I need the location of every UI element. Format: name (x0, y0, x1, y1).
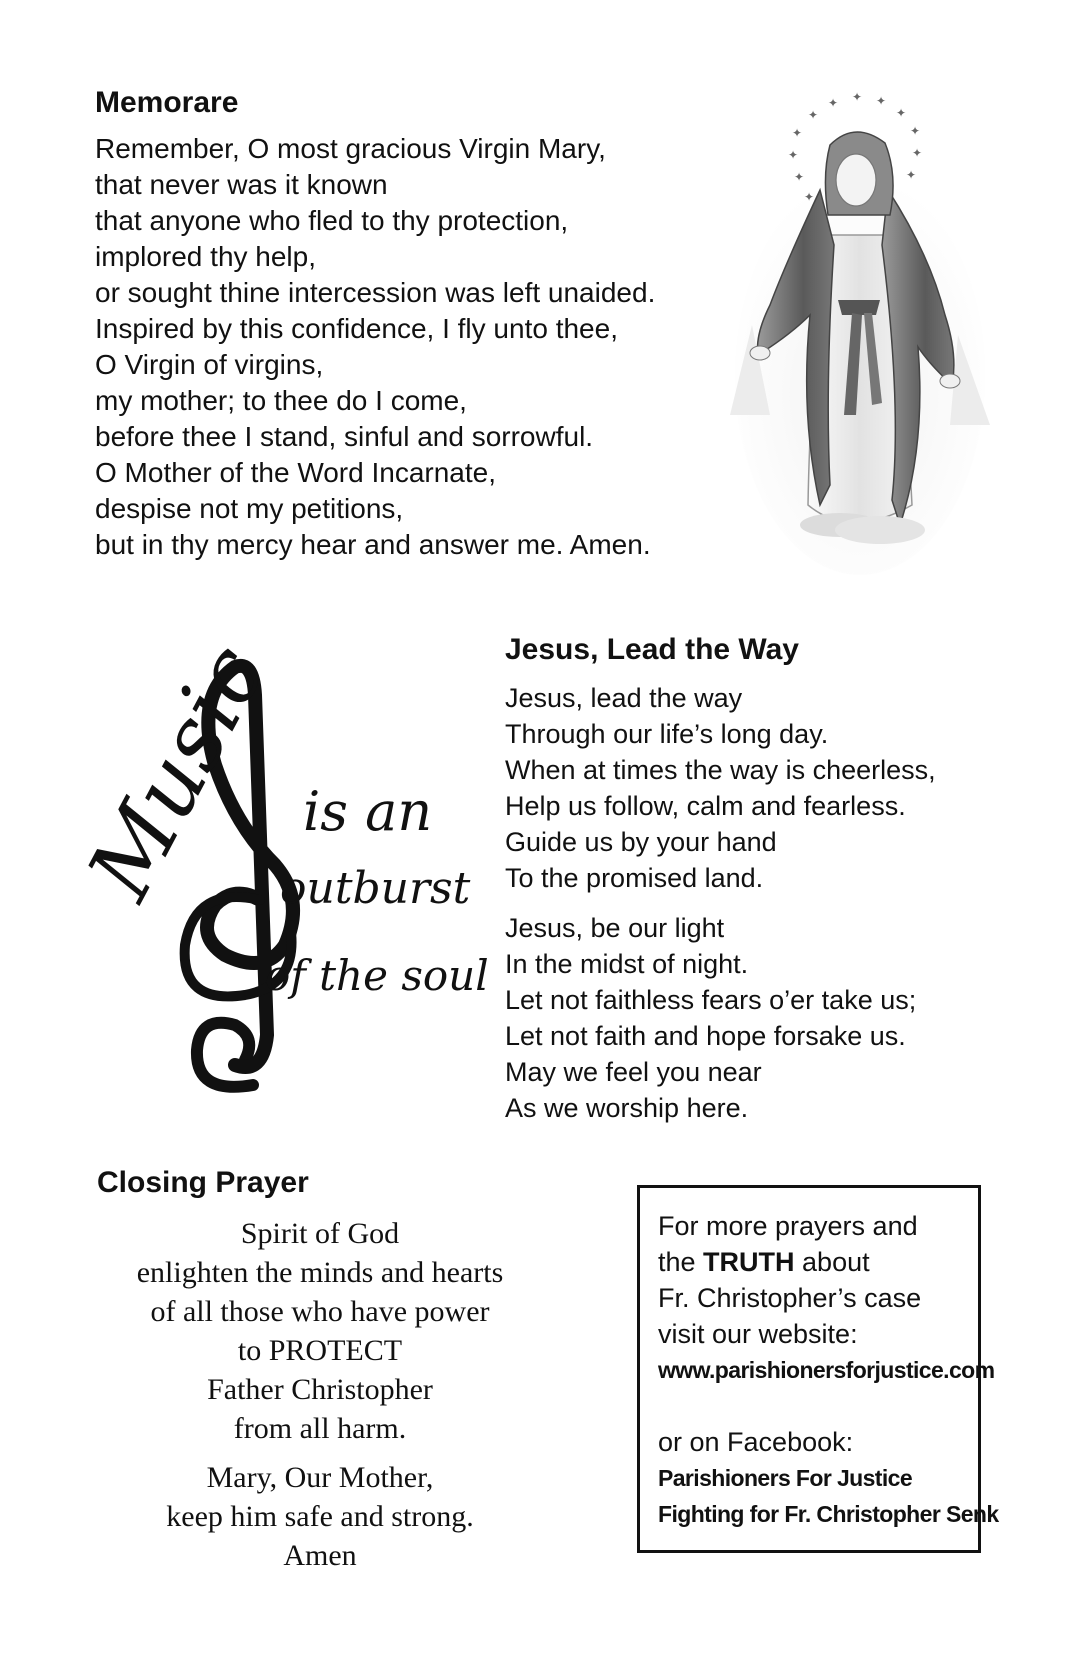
jesus-lead-the-way-section (505, 632, 1065, 1126)
facebook-intro: or on Facebook: (658, 1427, 854, 1457)
jesus-stanza-2 (505, 910, 1065, 1126)
prayer-line: of all those who have power (150, 1295, 490, 1328)
hymn-line: Through our life’s long day. (505, 719, 829, 749)
spacer (658, 1388, 960, 1424)
memorare-line: that anyone who fled to thy protection, (95, 205, 569, 236)
music-treble-clef-graphic (67, 628, 489, 1095)
jesus-title: Jesus, Lead the Way (505, 633, 799, 666)
website-link[interactable]: www.parishionersforjustice.com (658, 1357, 995, 1383)
svg-text:✦: ✦ (788, 148, 799, 162)
facebook-page-name[interactable]: Parishioners For Justice (658, 1465, 913, 1491)
memorare-line: that never was it known (95, 169, 388, 200)
prayer-line: Mary, Our Mother, (206, 1461, 434, 1494)
prayer-line: from all harm. (233, 1412, 407, 1445)
hymn-line: May we feel you near (505, 1057, 762, 1087)
prayer-line: keep him safe and strong. (166, 1500, 474, 1533)
svg-text:✦: ✦ (794, 170, 805, 184)
svg-text:✦: ✦ (852, 90, 863, 104)
memorare-line: Remember, O most gracious Virgin Mary, (95, 133, 606, 164)
memorare-line: O Mother of the Word Incarnate, (95, 457, 497, 488)
hymn-line: Jesus, be our light (505, 913, 725, 943)
closing-prayer-title: Closing Prayer (97, 1166, 309, 1199)
svg-text:✦: ✦ (896, 106, 907, 120)
hymn-line: Help us follow, calm and fearless. (505, 791, 906, 821)
svg-text:✦: ✦ (906, 168, 917, 182)
info-line: For more prayers and (658, 1211, 918, 1241)
closing-prayer-section (80, 1214, 560, 1575)
prayer-line: Spirit of God (240, 1217, 400, 1250)
memorare-line: my mother; to thee do I come, (95, 385, 467, 416)
hymn-line: Let not faithless fears o’er take us; (505, 985, 917, 1015)
closing-stanza-2 (80, 1458, 560, 1575)
info-line: visit our website: (658, 1319, 858, 1349)
svg-text:✦: ✦ (910, 124, 921, 138)
hymn-line: Jesus, lead the way (505, 683, 743, 713)
memorare-text (95, 131, 735, 563)
closing-stanza-1 (80, 1214, 560, 1448)
svg-text:✦: ✦ (828, 96, 839, 110)
of-the-soul-word: of the soul (265, 951, 489, 1000)
hymn-line: As we worship here. (505, 1093, 749, 1123)
memorare-line: despise not my petitions, (95, 493, 404, 524)
svg-text:✦: ✦ (912, 146, 923, 160)
svg-text:✦: ✦ (808, 108, 819, 122)
memorare-line: implored thy help, (95, 241, 317, 272)
memorare-line: O Virgin of virgins, (95, 349, 324, 380)
prayer-line: Father Christopher (207, 1373, 433, 1406)
prayer-line: enlighten the minds and hearts (136, 1256, 504, 1289)
truth-emphasis: TRUTH (703, 1247, 795, 1277)
hymn-line: Let not faith and hope forsake us. (505, 1021, 906, 1051)
info-text: the (658, 1247, 704, 1277)
info-line: Fr. Christopher’s case (658, 1283, 922, 1313)
music-word: Music (67, 628, 286, 915)
hymn-line: In the midst of night. (505, 949, 749, 979)
facebook-page-subtitle[interactable]: Fighting for Fr. Christopher Senk (658, 1501, 999, 1527)
svg-text:✦: ✦ (792, 126, 803, 140)
svg-text:✦: ✦ (804, 190, 815, 204)
outburst-word: outburst (280, 863, 471, 914)
prayer-line: to PROTECT (237, 1334, 403, 1367)
hymn-line: To the promised land. (505, 863, 764, 893)
svg-text:✦: ✦ (876, 94, 887, 108)
memorare-title: Memorare (95, 86, 239, 119)
prayer-line: Amen (283, 1539, 357, 1572)
website-info-box (637, 1185, 999, 1553)
memorare-section (95, 85, 735, 563)
memorare-line: Inspired by this confidence, I fly unto thee, (95, 313, 618, 344)
memorare-line: before thee I stand, sinful and sorrowful. (95, 421, 594, 452)
jesus-stanza-1 (505, 680, 1065, 896)
info-line-truth (658, 1244, 960, 1280)
hymn-line: When at times the way is cheerless, (505, 755, 936, 785)
hymn-line: Guide us by your hand (505, 827, 777, 857)
virgin-mary-illustration (730, 85, 990, 575)
memorare-line: or sought thine intercession was left unaided. (95, 277, 656, 308)
is-an-word: is an (303, 780, 433, 843)
info-text: about (794, 1247, 870, 1277)
memorare-line: but in thy mercy hear and answer me. Amen. (95, 529, 651, 560)
